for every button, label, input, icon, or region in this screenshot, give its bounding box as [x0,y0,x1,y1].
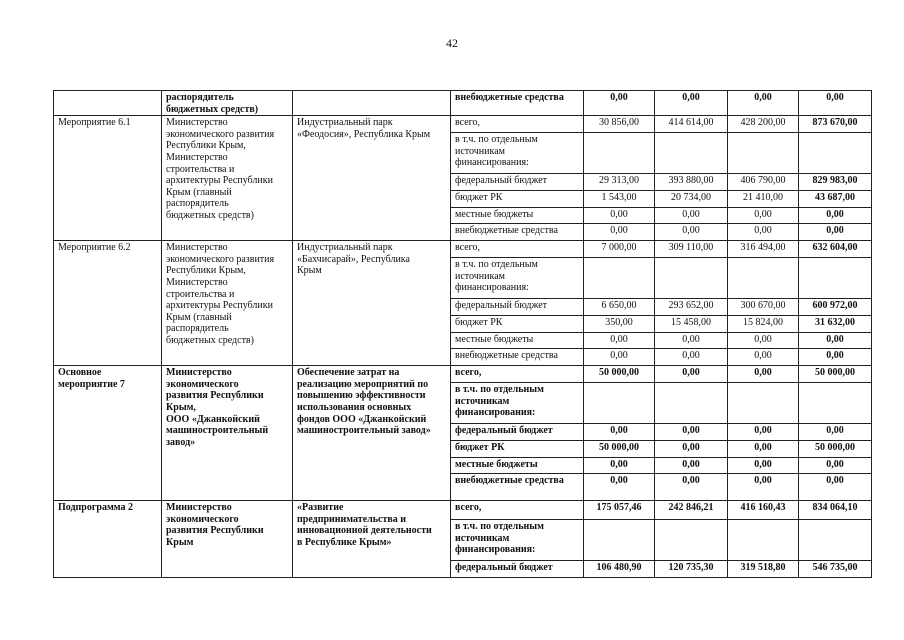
funding-source-label: бюджет РК [455,192,503,204]
budget-table [53,90,872,578]
funding-source-label: внебюджетные средства [455,225,558,237]
responsible-executor-text: Министерство экономического развития Республики Крым [166,502,264,548]
year-value-cell [655,383,728,424]
program-item-cell [54,91,162,116]
funding-source-cell [451,133,584,174]
responsible-executor-cell [162,116,293,241]
year-value-cell: 0,00 [655,349,728,366]
year-value-cell [655,258,728,299]
year-value-cell: 242 846,21 [655,501,728,520]
item-description-cell [293,116,451,241]
year-value-cell: 0,00 [728,458,799,474]
item-description-text: Индустриальный парк «Феодосия», Республика Крым [297,117,431,140]
year-value-cell [655,520,728,561]
funding-source-cell [451,208,584,224]
responsible-executor-text: Министерство экономического развития Республики Крым, Министерство строительства и архитектуры Республики Крым (главный распорядитель бюджетных средств) [166,242,275,346]
year-value-cell: 29 313,00 [584,174,655,191]
responsible-executor-text: распорядитель бюджетных средств) [166,92,259,115]
total-value-cell: 0,00 [799,333,872,349]
year-value-cell: 50 000,00 [584,441,655,458]
program-item-text: Мероприятие 6.1 [58,117,131,129]
page-number: 42 [446,36,458,50]
year-value-cell [728,133,799,174]
year-value-cell: 0,00 [655,91,728,116]
year-value-cell: 350,00 [584,316,655,333]
responsible-executor-text: Министерство экономического развития Республики Крым, Министерство строительства и архитектуры Республики Крым (главный распорядитель бюджетных средств) [166,117,275,221]
funding-source-label: федеральный бюджет [455,300,548,312]
year-value-cell: 0,00 [728,91,799,116]
year-value-cell: 30 856,00 [584,116,655,133]
funding-source-cell [451,520,584,561]
year-value-cell: 175 057,46 [584,501,655,520]
funding-source-label: в т.ч. по отдельным источникам финансирования: [455,259,538,294]
funding-source-cell [451,116,584,133]
program-item-cell [54,241,162,366]
year-value-cell: 319 518,80 [728,561,799,578]
year-value-cell: 0,00 [584,349,655,366]
year-value-cell: 0,00 [584,91,655,116]
year-value-cell: 15 458,00 [655,316,728,333]
funding-source-cell [451,441,584,458]
year-value-cell: 50 000,00 [584,366,655,383]
year-value-cell: 0,00 [655,458,728,474]
program-item-text: Мероприятие 6.2 [58,242,131,254]
year-value-cell: 300 670,00 [728,299,799,316]
funding-source-label: местные бюджеты [455,334,534,346]
funding-source-cell [451,191,584,208]
program-item-text: Основное мероприятие 7 [58,367,125,390]
table-row [54,241,872,258]
funding-source-cell [451,174,584,191]
year-value-cell: 106 480,90 [584,561,655,578]
year-value-cell: 0,00 [655,208,728,224]
funding-source-label: всего, [455,367,482,379]
total-value-cell: 0,00 [799,474,872,501]
item-description-text: Индустриальный парк «Бахчисарай», Республика Крым [297,242,410,277]
responsible-executor-cell [162,366,293,501]
year-value-cell: 0,00 [584,424,655,441]
year-value-cell [728,383,799,424]
total-value-cell [799,520,872,561]
funding-source-cell [451,383,584,424]
year-value-cell: 414 614,00 [655,116,728,133]
item-description-cell [293,91,451,116]
year-value-cell: 0,00 [728,441,799,458]
total-value-cell: 829 983,00 [799,174,872,191]
year-value-cell: 7 000,00 [584,241,655,258]
year-value-cell: 0,00 [728,349,799,366]
year-value-cell: 0,00 [728,224,799,241]
program-item-text: Подпрограмма 2 [58,502,134,514]
total-value-cell: 31 632,00 [799,316,872,333]
year-value-cell: 0,00 [655,474,728,501]
funding-source-label: местные бюджеты [455,459,538,471]
year-value-cell: 0,00 [728,474,799,501]
year-value-cell: 293 652,00 [655,299,728,316]
responsible-executor-cell [162,501,293,578]
item-description-text: «Развитие предпринимательства и инновационной деятельности в Республике Крым» [297,502,432,548]
year-value-cell: 0,00 [655,441,728,458]
funding-source-label: бюджет РК [455,442,505,454]
year-value-cell: 1 543,00 [584,191,655,208]
total-value-cell: 0,00 [799,91,872,116]
year-value-cell [584,520,655,561]
funding-source-cell [451,241,584,258]
funding-source-cell [451,424,584,441]
funding-source-cell [451,561,584,578]
funding-source-cell [451,258,584,299]
item-description-cell [293,241,451,366]
funding-source-label: федеральный бюджет [455,425,553,437]
total-value-cell [799,383,872,424]
item-description-text: Обеспечение затрат на реализацию мероприятий по повышению эффективности использования основных фондов ООО «Джанкойский машиностроительный завод» [297,367,431,437]
total-value-cell: 0,00 [799,458,872,474]
year-value-cell [728,258,799,299]
responsible-executor-cell [162,241,293,366]
total-value-cell: 0,00 [799,349,872,366]
responsible-executor-cell [162,91,293,116]
year-value-cell [655,133,728,174]
total-value-cell: 0,00 [799,208,872,224]
year-value-cell: 316 494,00 [728,241,799,258]
total-value-cell [799,133,872,174]
year-value-cell [728,520,799,561]
year-value-cell: 0,00 [728,424,799,441]
year-value-cell: 6 650,00 [584,299,655,316]
total-value-cell: 873 670,00 [799,116,872,133]
funding-source-cell [451,474,584,501]
funding-source-label: всего, [455,242,481,254]
total-value-cell: 43 687,00 [799,191,872,208]
program-item-cell [54,116,162,241]
year-value-cell: 0,00 [728,208,799,224]
year-value-cell: 0,00 [728,333,799,349]
year-value-cell: 309 110,00 [655,241,728,258]
year-value-cell: 0,00 [655,333,728,349]
total-value-cell: 50 000,00 [799,366,872,383]
year-value-cell: 0,00 [584,458,655,474]
year-value-cell [584,383,655,424]
funding-source-label: федеральный бюджет [455,175,548,187]
funding-source-label: в т.ч. по отдельным источникам финансирования: [455,384,544,419]
table-row [54,366,872,383]
total-value-cell: 0,00 [799,424,872,441]
total-value-cell: 546 735,00 [799,561,872,578]
funding-source-cell [451,299,584,316]
funding-source-cell [451,224,584,241]
year-value-cell: 0,00 [584,208,655,224]
funding-source-label: внебюджетные средства [455,475,564,487]
funding-source-label: всего, [455,117,481,129]
total-value-cell [799,258,872,299]
funding-source-cell [451,366,584,383]
item-description-cell [293,501,451,578]
funding-source-cell [451,349,584,366]
funding-source-label: в т.ч. по отдельным источникам финансирования: [455,521,544,556]
table-row [54,501,872,520]
funding-source-cell [451,458,584,474]
funding-source-label: в т.ч. по отдельным источникам финансирования: [455,134,538,169]
year-value-cell [584,258,655,299]
year-value-cell: 20 734,00 [655,191,728,208]
total-value-cell: 0,00 [799,224,872,241]
funding-source-cell [451,501,584,520]
funding-source-label: внебюджетные средства [455,92,564,103]
funding-source-label: бюджет РК [455,317,503,329]
year-value-cell: 0,00 [655,224,728,241]
table-row [54,91,872,116]
total-value-cell: 50 000,00 [799,441,872,458]
program-item-cell [54,366,162,501]
funding-source-cell [451,91,584,116]
year-value-cell: 0,00 [584,333,655,349]
year-value-cell: 428 200,00 [728,116,799,133]
funding-source-label: местные бюджеты [455,209,534,221]
year-value-cell: 120 735,30 [655,561,728,578]
table-row [54,116,872,133]
year-value-cell: 21 410,00 [728,191,799,208]
funding-source-label: всего, [455,502,482,514]
total-value-cell: 834 064,10 [799,501,872,520]
year-value-cell: 393 880,00 [655,174,728,191]
item-description-cell [293,366,451,501]
year-value-cell: 0,00 [584,474,655,501]
responsible-executor-text: Министерство экономического развития Республики Крым, ООО «Джанкойский машиностроительный завод» [166,367,269,448]
total-value-cell: 632 604,00 [799,241,872,258]
year-value-cell: 0,00 [728,366,799,383]
year-value-cell: 416 160,43 [728,501,799,520]
year-value-cell: 0,00 [655,366,728,383]
year-value-cell: 0,00 [655,424,728,441]
total-value-cell: 600 972,00 [799,299,872,316]
program-item-cell [54,501,162,578]
year-value-cell: 15 824,00 [728,316,799,333]
funding-source-cell [451,333,584,349]
funding-source-cell [451,316,584,333]
year-value-cell [584,133,655,174]
year-value-cell: 406 790,00 [728,174,799,191]
funding-source-label: внебюджетные средства [455,350,558,362]
funding-source-label: федеральный бюджет [455,562,553,574]
year-value-cell: 0,00 [584,224,655,241]
